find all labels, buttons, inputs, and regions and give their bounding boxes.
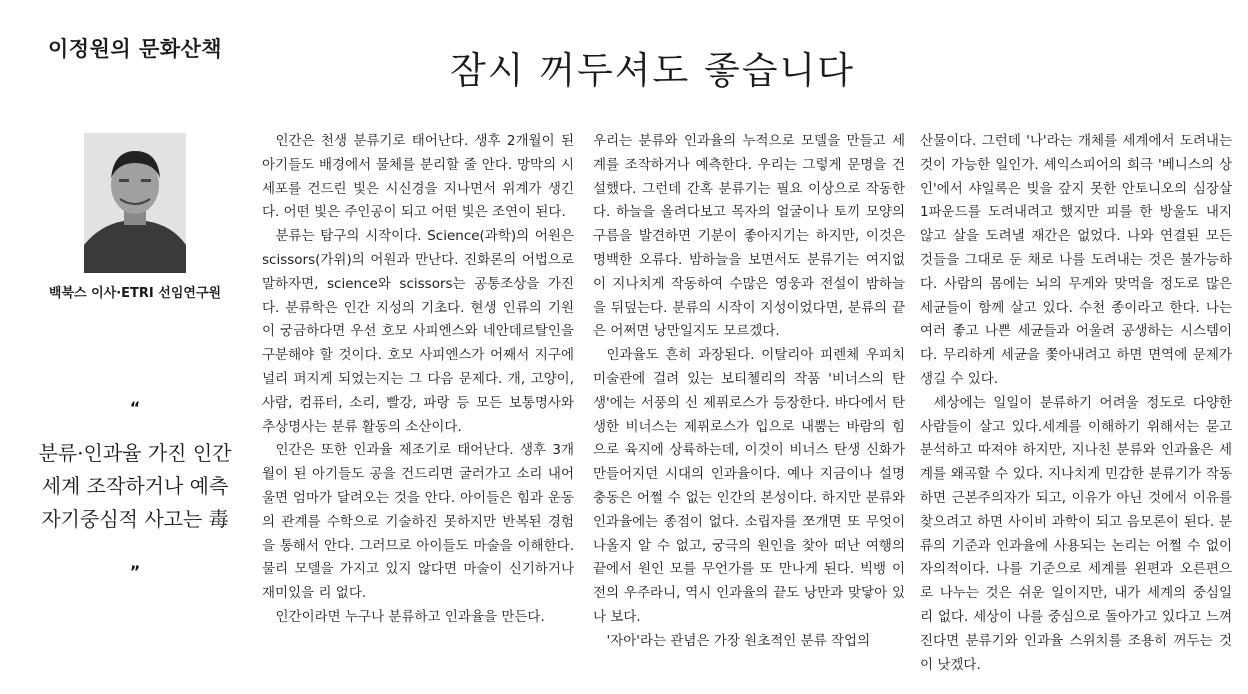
- headline: 잠시 꺼두셔도 좋습니다: [450, 49, 855, 92]
- pull-quote-close-mark: ”: [129, 562, 141, 581]
- paragraph: 산물이다. 그런데 '나'라는 개체를 세계에서 도려내는 것이 가능한 일인가. 셰익스피어의 희극 '베니스의 상인'에서 샤일록은 빚을 갚지 못한 안토니오의 심장살 1파운드를 도려내려고 했지만 피를 한 방울도 내지 않고 살을 도려낼 재간은 없었다. 나와 연결된 모든 것들을 그대로 둔 채로 나를 도려내는 것은 불가능하다. 사람의 몸에는 뇌의 무게와 맞먹을 정도로 많은 세균들이 함께 살고 있다. 수천 종이라고 한다. 나는 여러 좋고 나쁜 세균들과 어울려 공생하는 시스템이다. 무리하게 세균을 쫓아내려고 하면 면역에 문제가 생길 수 있다.: [920, 133, 1232, 387]
- pull-quote-line: 자기중심적 사고는 毒: [41, 507, 229, 531]
- pull-quote-line: 분류·인과율 가진 인간: [38, 441, 232, 465]
- column-title: 이정원의 문화산책: [48, 37, 223, 61]
- paragraph: 세상에는 일일이 분류하기 어려울 정도로 다양한 사람들이 살고 있다.세계를 이해하기 위해서는 묻고 분석하고 따져야 하지만, 지나친 분류와 인과율은 세계를 왜곡할 수 있다. 지나치게 민감한 분류기가 작동하면 근본주의자가 되고, 이유가 아닌 것에서 이유를 찾으려고 하면 사이비 과학이 되고 음모론이 된다. 분류의 기준과 인과율에 사용되는 논리는 어쩔 수 없이 자의적이다. 나를 기준으로 세계를 왼편과 오른편으로 나누는 것은 쉬운 일이지만, 내가 세계의 중심일 리 없다. 세상이 나를 중심으로 돌아가고 있다고 느껴진다면 분류기와 인과율 스위치를 조용히 꺼두는 것이 낫겠다.: [920, 394, 1232, 673]
- article-column-3: [920, 130, 1232, 692]
- paragraph: 우리는 분류와 인과율의 누적으로 모델을 만들고 세계를 조작하거나 예측한다. 우리는 그렇게 문명을 건설했다. 그런데 간혹 분류기는 필요 이상으로 작동한다. 하늘을 올려다보고 목자의 얼굴이나 토끼 모양의 구름을 발견하면 기분이 좋아지기는 하지만, 이것은 명백한 오류다. 밤하늘을 보면서도 분류기는 여지없이 지나치게 작동하여 수많은 영웅과 전설이 밤하늘을 뒤덮는다. 분류의 시작이 지성이었다면, 분류의 끝은 어쩌면 낭만일지도 모르겠다.: [593, 133, 905, 340]
- paragraph: 인과율도 흔히 과장된다. 이탈리아 피렌체 우피치 미술관에 걸려 있는 보티첼리의 작품 '비너스의 탄생'에는 서풍의 신 제퓌로스가 등장한다. 바다에서 탄생한 비너스는 제퓌로스가 입으로 내뿜는 바람의 힘으로 육지에 상륙하는데, 이것이 비너스 탄생 신화가 만들어지던 시대의 인과율이다. 예나 지금이나 설명 충동은 어쩔 수 없는 인간의 본성이다. 하지만 분류와 인과율에는 종점이 없다. 소립자를 쪼개면 또 무엇이 나올지 알 수 없고, 궁극의 원인을 찾아 떠난 여행의 끝에서 원인 모를 무언가를 또 만나게 된다. 빅뱅 이전의 우주라니, 역시 인과율의 끝도 낭만과 맞닿아 있나 보다.: [593, 347, 905, 625]
- pull-quote-line: 세계 조작하거나 예측: [41, 474, 229, 498]
- pull-quote-open-mark: “: [129, 398, 141, 417]
- paragraph: 인간이라면 누구나 분류하고 인과율을 만든다.: [275, 608, 545, 625]
- paragraph: 인간은 또한 인과율 제조기로 태어난다. 생후 3개월이 된 아기들도 공을 건드리면 굴러가고 소리 내어 울면 엄마가 달려오는 것을 안다. 아이들은 힘과 운동의 관계를 수학으로 기술하진 못하지만 반복된 경험을 통해서 안다. 그러므로 아이들도 마술을 이해한다. 물리 모델을 가지고 있지 않다면 마술이 신기하거나 재미있을 리 없다.: [262, 442, 574, 602]
- paragraph: 분류는 탐구의 시작이다. Science(과학)의 어원은 scissors(가위)의 어원과 만난다. 진화론의 어법으로 말하자면, science와 scissors는 공통조상을 가진다. 분류학은 인간 지성의 기초다. 현생 인류의 기원이 궁금하다면 우선 호모 사피엔스와 네안데르탈인을 구분해야 할 것이다. 호모 사피엔스가 어째서 지구에 널리 퍼지게 되었는지는 그 다음 문제다. 개, 고양이, 사람, 컴퓨터, 소리, 빨강, 파랑 등 모든 보통명사와 추상명사는 분류 활동의 소산이다.: [262, 228, 574, 435]
- author-photo: [84, 133, 186, 273]
- article-column-2: [593, 130, 905, 692]
- paragraph: '자아'라는 관념은 가장 원초적인 분류 작업의: [606, 632, 871, 649]
- pull-quote: [20, 437, 250, 536]
- article-column-1: [262, 130, 574, 692]
- portrait-photo-icon: [84, 133, 186, 273]
- author-byline: 백북스 이사·ETRI 선임연구원: [48, 286, 222, 301]
- paragraph: 인간은 천생 분류기로 태어난다. 생후 2개월이 된 아기들도 배경에서 물체를 분리할 줄 안다. 망막의 시세포를 건드린 빛은 시신경을 지나면서 위계가 생긴다. 어떤 빛은 주인공이 되고 어떤 빛은 조연이 된다.: [262, 133, 574, 221]
